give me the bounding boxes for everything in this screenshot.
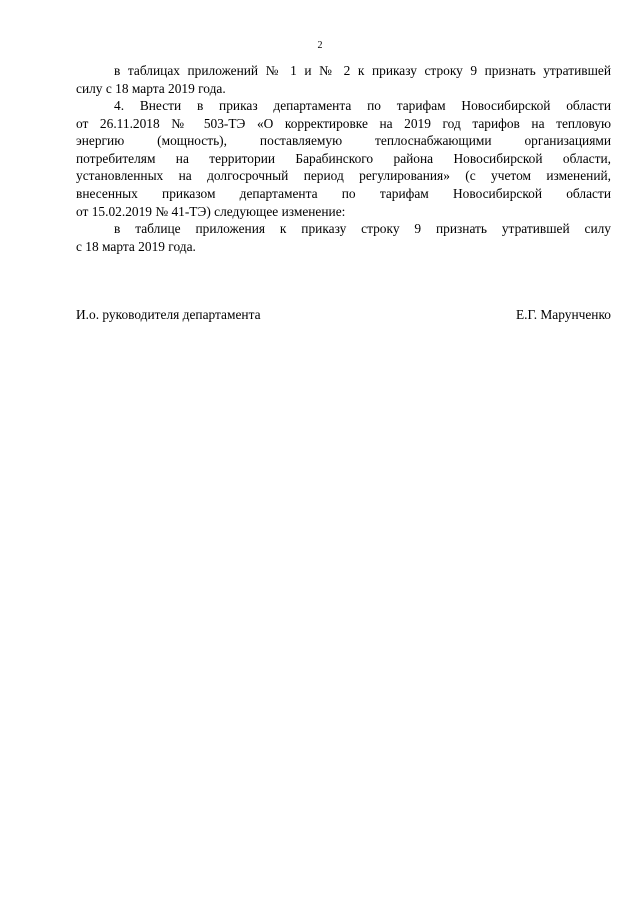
paragraph-3-line-2: с 18 марта 2019 года. (76, 238, 196, 254)
paragraph-2-line-1: 4. Внести в приказ департамента по тарифам Новосибирской области (114, 98, 611, 113)
paragraph-2-line-7: от 15.02.2019 № 41-ТЭ) следующее изменение: (76, 203, 346, 219)
paragraph-2-line-5: установленных на долгосрочный период регулирования» (с учетом изменений, (76, 168, 611, 184)
paragraph-2-line-2: от 26.11.2018 № 503-ТЭ «О корректировке на 2019 год тарифов на тепловую (76, 115, 611, 131)
paragraph-2-line-6: внесенных приказом департамента по тарифам Новосибирской области (76, 185, 611, 201)
paragraph-3 (76, 220, 611, 255)
paragraph-1-line-2: силу с 18 марта 2019 года. (76, 80, 226, 96)
paragraph-2 (76, 97, 611, 220)
paragraph-1 (76, 62, 611, 97)
paragraph-1-line-1: в таблицах приложений № 1 и № 2 к приказу строку 9 признать утратившей (114, 63, 611, 78)
page-number: 2 (317, 40, 323, 51)
paragraph-2-line-3: энергию (мощность), поставляемую теплоснабжающими организациями (76, 133, 611, 149)
paragraph-2-line-4: потребителям на территории Барабинского района Новосибирской области, (76, 150, 611, 166)
paragraph-3-line-1: в таблице приложения к приказу строку 9 признать утратившей силу (114, 221, 611, 236)
signatory-title: И.о. руководителя департамента (76, 307, 261, 322)
signatory-name: Е.Г. Марунченко (515, 307, 611, 322)
